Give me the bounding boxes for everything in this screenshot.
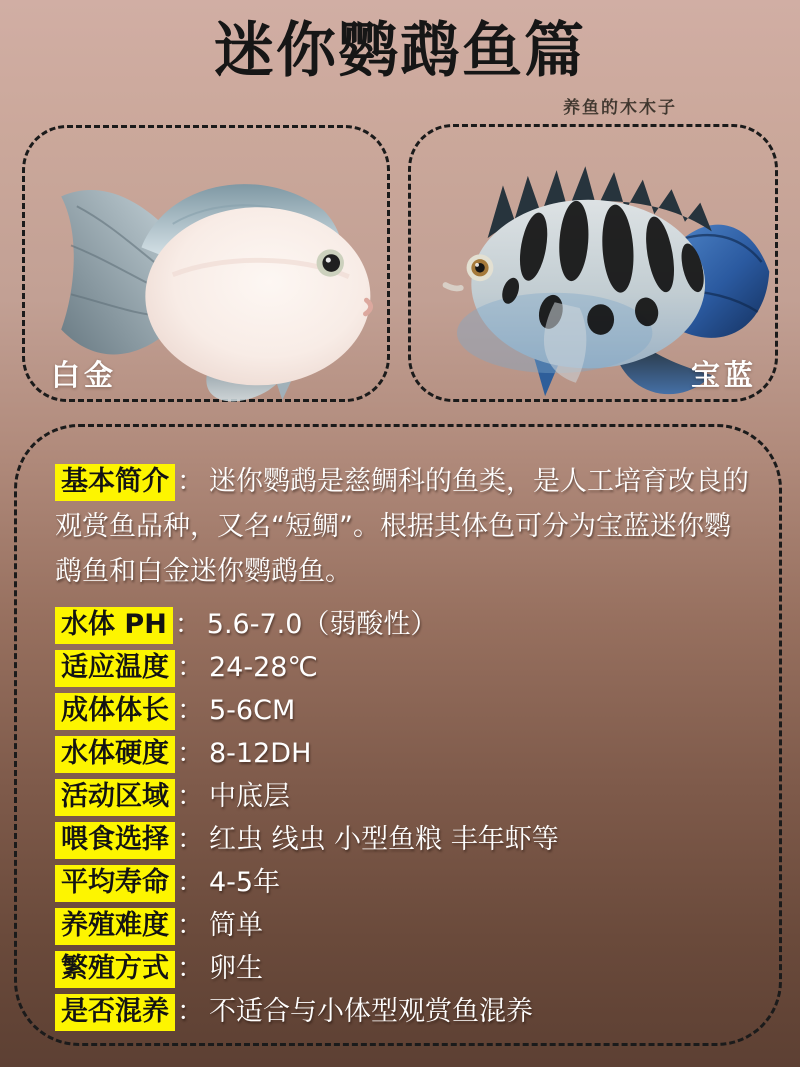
row-colon: ： (177, 738, 204, 769)
watermark: 养鱼的木木子 (563, 98, 677, 118)
row-colon: ： (174, 609, 202, 640)
info-row-adult-length (55, 694, 757, 728)
row-colon: ： (177, 953, 204, 984)
intro-label: 基本简介 (55, 464, 175, 501)
row-colon: ： (177, 867, 204, 898)
row-colon: ： (177, 824, 204, 855)
info-row-difficulty (55, 909, 757, 943)
row-colon: ： (177, 781, 204, 812)
info-row-water-ph (55, 608, 757, 642)
row-label: 水体 PH (55, 607, 173, 644)
info-row-activity-zone (55, 780, 757, 814)
row-value: 8-12DH (209, 738, 312, 769)
info-row-temperature (55, 651, 757, 685)
row-value: 5-6CM (209, 695, 296, 726)
info-row-feeding (55, 823, 757, 857)
intro-text: 迷你鹦鹉是慈鲷科的鱼类，是人工培育改良的观赏鱼品种，又名“短鲷”。根据其体色可分为宝蓝迷你鹦鹉鱼和白金迷你鹦鹉鱼。 (55, 466, 749, 587)
row-label: 繁殖方式 (55, 951, 175, 988)
row-label: 水体硬度 (55, 736, 175, 773)
page-title: 迷你鹦鹉鱼篇 (214, 16, 586, 86)
row-value: 4-5年 (209, 867, 281, 898)
row-value: 卵生 (209, 953, 263, 984)
intro-paragraph (55, 459, 757, 594)
row-value: 5.6-7.0（弱酸性） (206, 609, 438, 640)
row-value: 简单 (209, 910, 263, 941)
row-colon: ： (177, 910, 204, 941)
fish-card-platinum (22, 125, 390, 402)
info-row-lifespan (55, 866, 757, 900)
info-panel (14, 424, 782, 1046)
row-label: 适应温度 (55, 650, 175, 687)
row-colon: ： (177, 996, 204, 1027)
row-value: 中底层 (209, 781, 290, 812)
row-colon: ： (177, 695, 204, 726)
row-label: 活动区域 (55, 779, 175, 816)
row-label: 平均寿命 (55, 865, 175, 902)
fish-label-platinum: 白金 (51, 358, 118, 392)
row-label: 喂食选择 (55, 822, 175, 859)
fish-label-blue: 宝蓝 (690, 358, 757, 392)
row-value: 24-28℃ (209, 652, 318, 683)
info-row-community (55, 995, 757, 1029)
info-row-reproduction (55, 952, 757, 986)
row-value: 红虫 线虫 小型鱼粮 丰年虾等 (209, 824, 559, 855)
row-label: 成体体长 (55, 693, 175, 730)
row-label: 养殖难度 (55, 908, 175, 945)
fish-card-blue (408, 124, 778, 402)
row-value: 不适合与小体型观赏鱼混养 (209, 996, 533, 1027)
row-label: 是否混养 (55, 994, 175, 1031)
intro-colon: ： (177, 466, 204, 497)
info-row-water-hardness (55, 737, 757, 771)
row-colon: ： (177, 652, 204, 683)
